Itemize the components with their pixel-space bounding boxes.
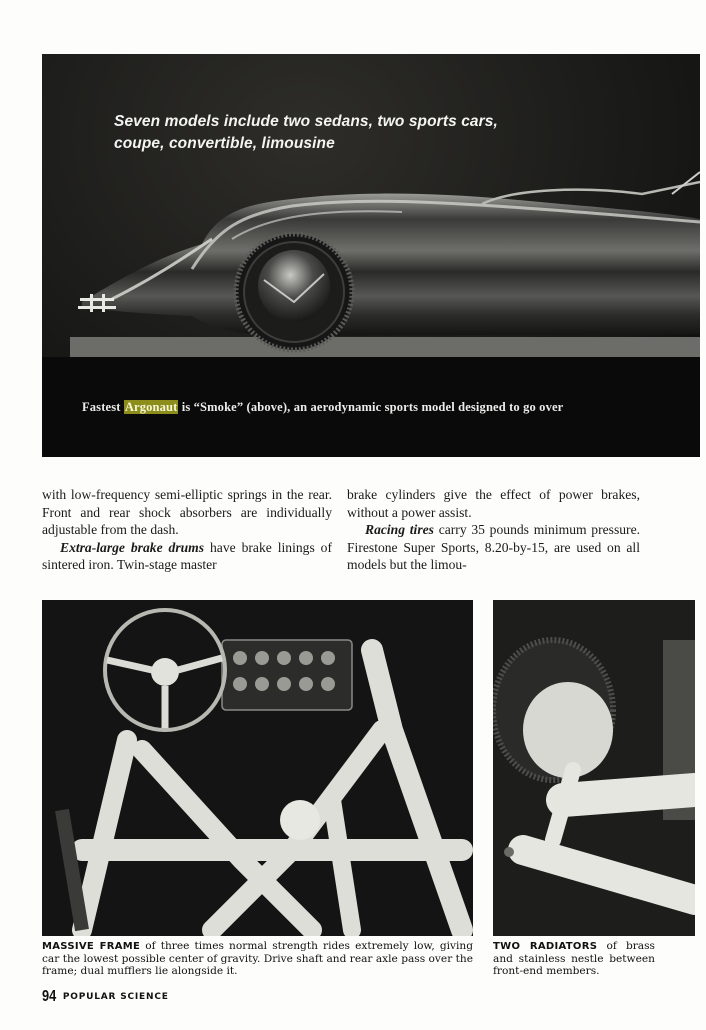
paragraph-text: carry 35 pounds minimum pressure. Firestone Super Sports, 8.20-by-15, are used on all models but the limou- (347, 522, 640, 573)
caption-keyword: MASSIVE FRAME (42, 941, 141, 952)
page-number: 94 (42, 988, 57, 1005)
text-column-1 (42, 486, 332, 574)
page-footer (42, 986, 169, 1006)
caption-rest-text: is “Smoke” (above), an aerodynamic sports model designed to go over (178, 400, 564, 414)
radiators-caption (493, 940, 655, 978)
hero-headline: Seven models include two sedans, two sports cars, coupe, convertible, limousine (114, 113, 498, 152)
run-in-head: Extra-large brake drums (60, 539, 205, 555)
wheel-hubcap (258, 250, 330, 322)
frame-photo (42, 600, 473, 936)
magazine-name: POPULAR SCIENCE (62, 992, 169, 1002)
highlighted-word: Argonaut (124, 400, 178, 414)
brake-drum (523, 682, 613, 778)
paragraph: brake cylinders give the effect of power brakes, without a power assist. (347, 487, 640, 520)
paragraph: with low-frequency semi-elliptic springs in the rear. Front and rear shock absorbers are individually adjustable from the dash. (42, 487, 332, 538)
radiator-illustration (493, 600, 695, 936)
caption-text: of brass and stainless nestle between front-end members. (493, 940, 655, 978)
run-in-head: Racing tires (365, 522, 434, 538)
frame-caption (42, 940, 473, 978)
paragraph-racing-tires (347, 521, 640, 574)
paragraph-text: have brake linings of sintered iron. Twin-stage master (42, 539, 332, 573)
paragraph-brake-drums (42, 539, 332, 574)
caption-lead-text: Fastest (82, 400, 124, 414)
chassis-illustration (42, 600, 473, 936)
caption-keyword: TWO RADIATORS (493, 941, 598, 952)
ground-stripe (70, 337, 700, 357)
text-column-2 (347, 486, 640, 574)
hero-photo-smoke-sports-car (42, 54, 700, 457)
radiator-photo (493, 600, 695, 936)
instrument-panel (222, 640, 352, 710)
hero-caption (82, 400, 563, 415)
caption-text: of three times normal strength rides extremely low, giving car the lowest possible center of gravity. Drive shaft and rear axle pass over the frame; dual mufflers lie alongside it. (42, 940, 473, 978)
differential-housing (280, 800, 320, 840)
